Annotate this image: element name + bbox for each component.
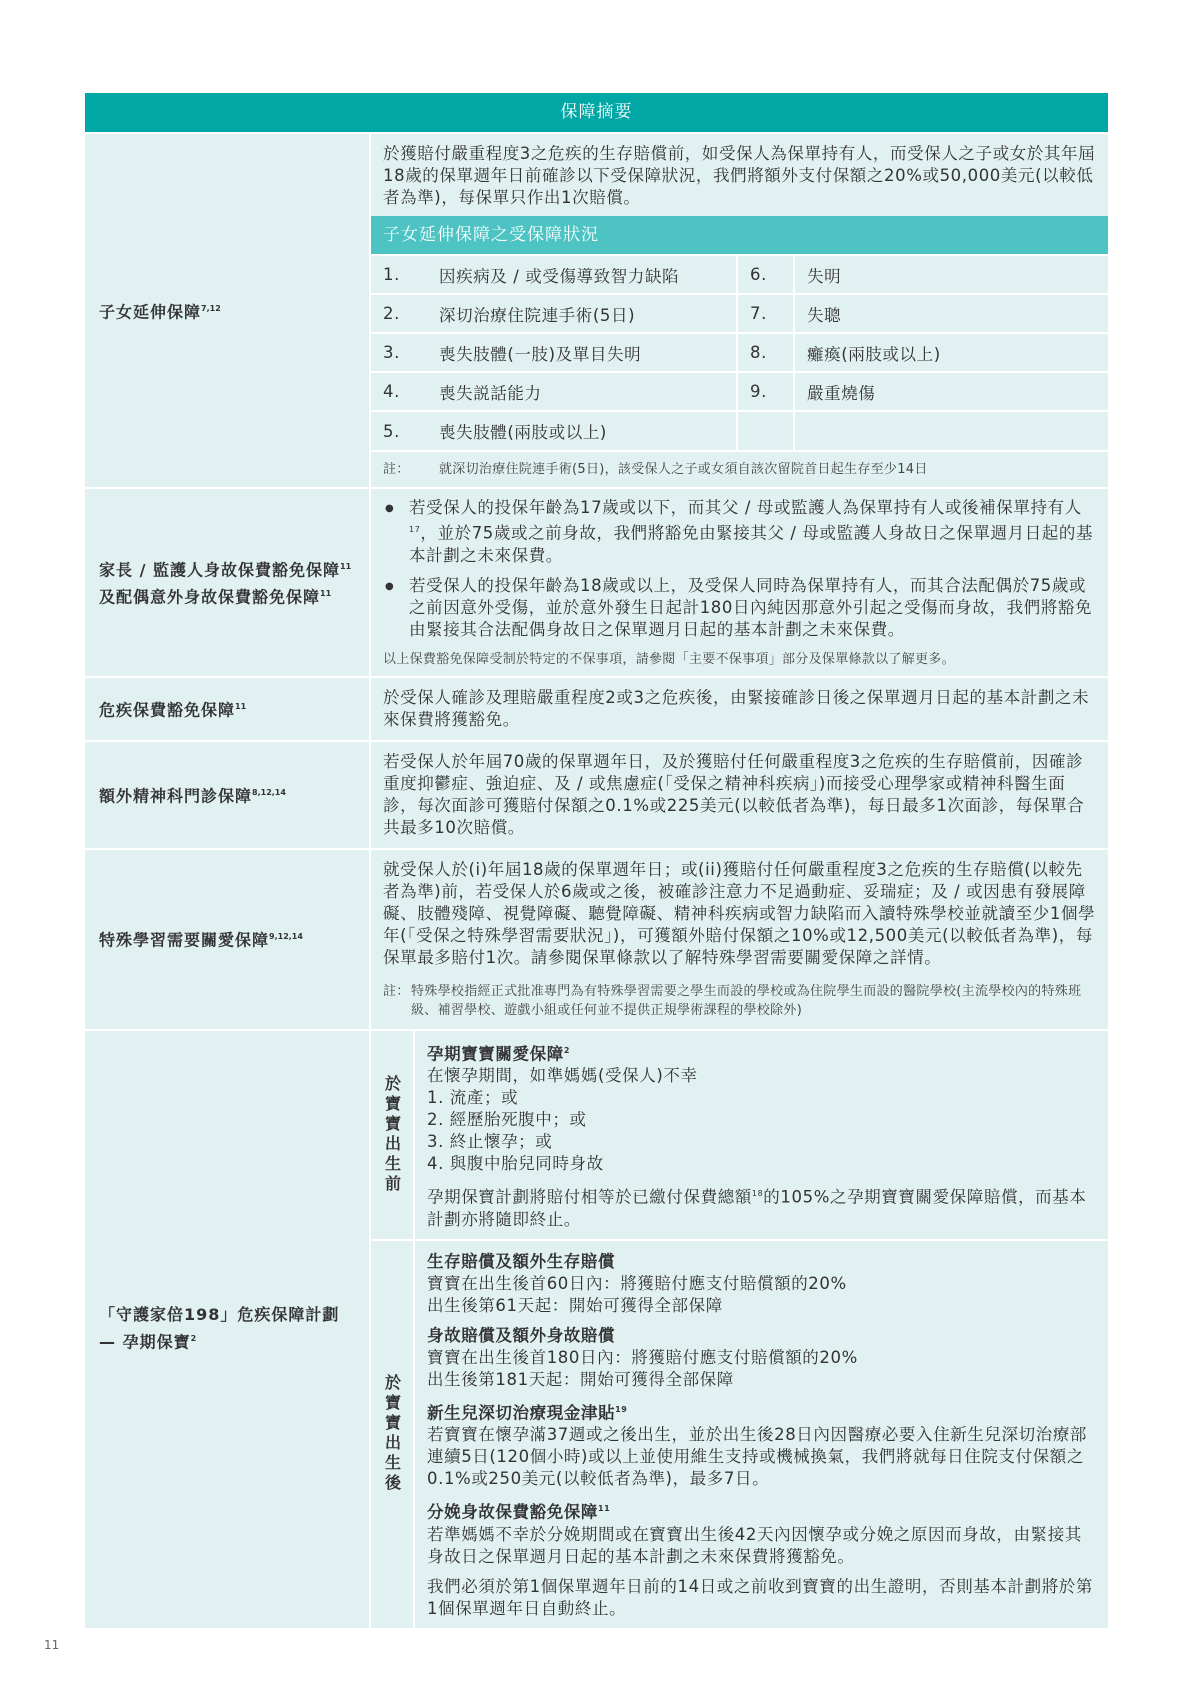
- row-waiver: [85, 487, 1108, 676]
- content-psych: 若受保人於年屆70歲的保單週年日，及於獲賠付任何嚴重程度3之危疾的生存賠償前，因確診重度抑鬱症、強迫症、及 / 或焦慮症(「受保之精神科疾病」)而接受心理學家或精神科醫生面診，每次面診可獲賠付保額之0.1%或225美元(以較低者為準)，每日最多1次面診，每保單合共最多10次賠償。: [369, 742, 1108, 848]
- after-birth-side-label: 於寶寶出生後: [371, 1241, 415, 1628]
- label-psych: 額外精神科門診保障$^{8,12,14}$: [85, 742, 369, 848]
- label-pregnancy: 「守護家倍198」危疾保障計劃 — 孕期保寶$^2$: [85, 1031, 369, 1628]
- benefit-summary-table: [85, 93, 1108, 1628]
- table-row: 5. 喪失肢體(兩肢或以上): [371, 411, 1108, 450]
- row-psych: [85, 740, 1108, 848]
- list-item: 3. 終止懷孕；或: [427, 1132, 553, 1151]
- conditions-table: [371, 254, 1108, 450]
- list-item: ● 若受保人的投保年齡為18歲或以上，及受保人同時為保單持有人，而其合法配偶於75歲或之前因意外受傷，並於意外發生日起計180日內純因那意外引起之受傷而身故，我們將豁免由緊接其合法配偶身故日之保單週月日起的基本計劃之未來保費。: [371, 575, 1108, 641]
- table-row: 1. 因疾病及 / 或受傷導致智力缺陷 6. 失明: [371, 255, 1108, 294]
- content-waiver: [369, 489, 1108, 676]
- page-number: 11: [44, 1638, 60, 1652]
- label-waiver: 家長 / 監護人身故保費豁免保障$^{11}$ 及配偶意外身故保費豁免保障$^{11}$: [85, 489, 369, 676]
- list-item: 2. 經歷胎死腹中；或: [427, 1110, 587, 1129]
- before-birth-block: 於寶寶出生前 孕期寶寶關愛保障$^2$ 在懷孕期間，如準媽媽(受保人)不幸 1. 流產；或 2. 經歷胎死腹中；或 3. 終止懷孕；或 4. 與腹中胎兒同時身故 孕期保寶計劃將賠付相等於已繳付保費總額$^{18}$的105%之孕期寶寶關愛保障賠償，而基本計劃亦將隨即終止。: [371, 1031, 1108, 1239]
- list-item: 4. 與腹中胎兒同時身故: [427, 1154, 604, 1173]
- list-item: 1. 流產；或: [427, 1088, 519, 1107]
- label-ci-waiver: 危疾保費豁免保障$^{11}$: [85, 678, 369, 740]
- table-row: 3. 喪失肢體(一肢)及單目失明 8. 癱瘓(兩肢或以上): [371, 333, 1108, 372]
- content-pregnancy: [369, 1031, 1108, 1628]
- after-birth-block: 於寶寶出生後 生存賠償及額外生存賠償 寶寶在出生後首60日內：將獲賠付應支付賠償額的20% 出生後第61天起：開始可獲得全部保障 身故賠償及額外身故賠償 寶寶在出生後首180日內：將獲賠付應支付賠償額的20% 出生後第181天起：開始可獲得全部保障 新生兒深切治療現金津貼$^{19}$ 若寶寶在懷孕滿37週或之後出生，並於出生後28日內因醫療必要入住新生兒深切治療部連續5日(120個小時)或以上並使用維生支持或機械換氣，我們將就每日住院支付保額之0.1%或250美元(以較低者為準)，最多7日。 分娩身故保費豁免保障$^{11}$ 若準媽媽不幸於分娩期間或在寶寶出生後42天內因懷孕或分娩之原因而身故，由緊接其身故日之保單週月日起的基本計劃之未來保費將獲豁免。 我們必須於第1個保單週年日前的14日或之前收到寶寶的出生證明，否則基本計劃將於第1個保單週年日自動終止。: [371, 1239, 1108, 1628]
- bullet-icon: [383, 575, 409, 641]
- waiver-note: 以上保費豁免保障受制於特定的不保事項，請參閱「主要不保事項」部分及保單條款以了解更多。: [383, 651, 955, 667]
- content-child-extension: [369, 134, 1108, 487]
- row-pregnancy: [85, 1029, 1108, 1628]
- special-learning-note: 註： 特殊學校指經正式批准專門為有特殊學習需要之學生而設的學校或為住院學生而設的醫院學校(主流學校內的特殊班級、補習學校、遊戲小組或任何並不提供正規學術課程的學校除外): [383, 983, 1082, 1018]
- summary-header: 保障摘要: [85, 93, 1108, 132]
- child-extension-intro: 於獲賠付嚴重程度3之危疾的生存賠償前，如受保人為保單持有人，而受保人之子或女於其年屆18歲的保單週年日前確診以下受保障狀況，我們將額外支付保額之20%或50,000美元(以較低者為準)，每保單只作出1次賠償。: [383, 144, 1096, 207]
- row-child-extension: [85, 132, 1108, 487]
- conditions-title: 子女延伸保障之受保障狀況: [371, 216, 1108, 254]
- bullet-icon: [383, 497, 409, 567]
- table-row: 2. 深切治療住院連手術(5日) 7. 失聰: [371, 294, 1108, 333]
- row-special-learning: [85, 848, 1108, 1029]
- before-birth-side-label: 於寶寶出生前: [371, 1031, 415, 1239]
- list-item: ● 若受保人的投保年齡為17歲或以下，而其父 / 母或監護人為保單持有人或後補保單持有人$^{17}$，並於75歲或之前身故，我們將豁免由緊接其父 / 母或監護人身故日之保單週月日起的基本計劃之未來保費。: [371, 497, 1108, 567]
- table-row: 4. 喪失説話能力 9. 嚴重燒傷: [371, 372, 1108, 411]
- label-child-extension: 子女延伸保障$^{7,12}$: [85, 134, 369, 487]
- label-special-learning: 特殊學習需要關愛保障$^{9,12,14}$: [85, 850, 369, 1029]
- child-extension-note: 註： 就深切治療住院連手術(5日)，該受保人之子或女須自該次留院首日起生存至少14日: [371, 450, 1108, 487]
- content-special-learning: 就受保人於(i)年屆18歲的保單週年日；或(ii)獲賠付任何嚴重程度3之危疾的生存賠償(以較先者為準)前，若受保人於6歲或之後，被確診注意力不足過動症、妥瑞症；及 / 或因患有發展障礙、肢體殘障、視覺障礙、聽覺障礙、精神科疾病或智力缺陷而入讀特殊學校並就讀至少1個學年(「受保之特殊學習需要狀況」)，可獲額外賠付保額之10%或12,500美元(以較低者為準)，每保單最多賠付1次。請參閱保單條款以了解特殊學習需要關愛保障之詳情。 註： 特殊學校指經正式批准專門為有特殊學習需要之學生而設的學校或為住院學生而設的醫院學校(主流學校內的特殊班級、補習學校、遊戲小組或任何並不提供正規學術課程的學校除外): [369, 850, 1108, 1029]
- row-ci-waiver: [85, 676, 1108, 740]
- content-ci-waiver: 於受保人確診及理賠嚴重程度2或3之危疾後，由緊接確診日後之保單週月日起的基本計劃之未來保費將獲豁免。: [369, 678, 1108, 740]
